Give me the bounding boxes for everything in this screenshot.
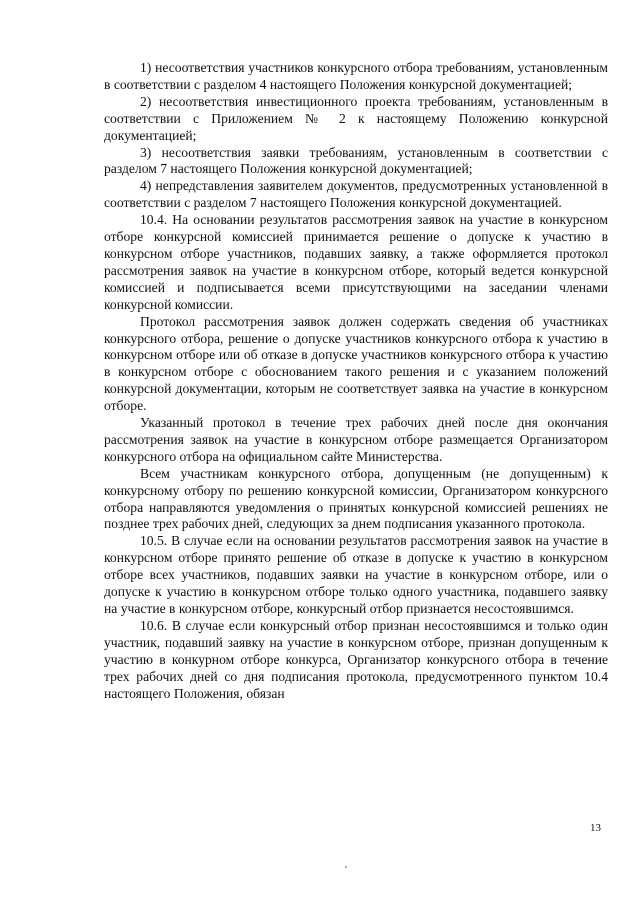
- list-item-4: 4) непредставления заявителем документов, предусмотренных установленной в соответствии с разделом 7 настоящего Положения конкурсной документацией.: [104, 178, 608, 211]
- document-body: [104, 60, 608, 702]
- paragraph-protocol-contents: Протокол рассмотрения заявок должен содержать сведения об участниках конкурсного отбора, решение о допуске участников конкурсного отбора к участию в конкурсном отборе или об отказе в допуске участников конкурсного отбора к участию в конкурсном отборе с обоснованием такого решения и с указанием положений конкурсной документации, которым не соответствует заявка на участие в конкурсном отборе.: [104, 313, 608, 414]
- paragraph-notifications: Всем участникам конкурсного отбора, допущенным (не допущенным) к конкурсному отбору по решению конкурсной комиссии, Организатором конкурсного отбора направляются уведомления о принятых конкурсной комиссией решениях не позднее трех рабочих дней, следующих за днем подписания указанного протокола.: [104, 465, 608, 532]
- list-item-3: 3) несоответствия заявки требованиям, установленным в соответствии с разделом 7 настоящего Положения конкурсной документацией;: [104, 144, 608, 177]
- scan-speck: [345, 866, 347, 868]
- paragraph-protocol-publication: Указанный протокол в течение трех рабочих дней после дня окончания рассмотрения заявок на участие в конкурсном отборе размещается Организатором конкурсного отбора на официальном сайте Министерства.: [104, 415, 608, 464]
- paragraph-10-4: 10.4. На основании результатов рассмотрения заявок на участие в конкурсном отборе конкурсной комиссией принимается решение о допуске к участию в конкурсном отборе участников, подавших заявку, а также оформляется протокол рассмотрения заявок на участие в конкурсном отборе, который ведется конкурсной комиссией и подписывается всеми присутствующими на заседании членами конкурсной комиссии.: [104, 212, 608, 312]
- list-item-1: 1) несоответствия участников конкурсного отбора требованиям, установленным в соответствии с разделом 4 настоящего Положения конкурсной документацией;: [104, 60, 608, 92]
- paragraph-10-6: 10.6. В случае если конкурсный отбор признан несостоявшимся и только один участник, подавший заявку на участие в конкурсном отборе, признан допущенным к участию в конкурном отборе конкурса, Организатор конкурсного отбора в течение трех рабочих дней со дня подписания протокола, предусмотренного пунктом 10.4 настоящего Положения, обязан: [104, 617, 608, 701]
- paragraph-10-5: 10.5. В случае если на основании результатов рассмотрения заявок на участие в конкурсном отборе принято решение об отказе в допуске к участию в конкурсном отборе всех участников, подавших заявки на участие в конкурсном отборе, или о допуске к участию в конкурсном отборе только одного участника, подавшего заявку на участие в конкурсном отборе, конкурсный отбор признается несостоявшимся.: [104, 533, 608, 616]
- list-item-2: 2) несоответствия инвестиционного проекта требованиям, установленным в соответствии с Приложением № 2 к настоящему Положению конкурсной документацией;: [104, 93, 608, 143]
- page-number: 13: [590, 822, 601, 834]
